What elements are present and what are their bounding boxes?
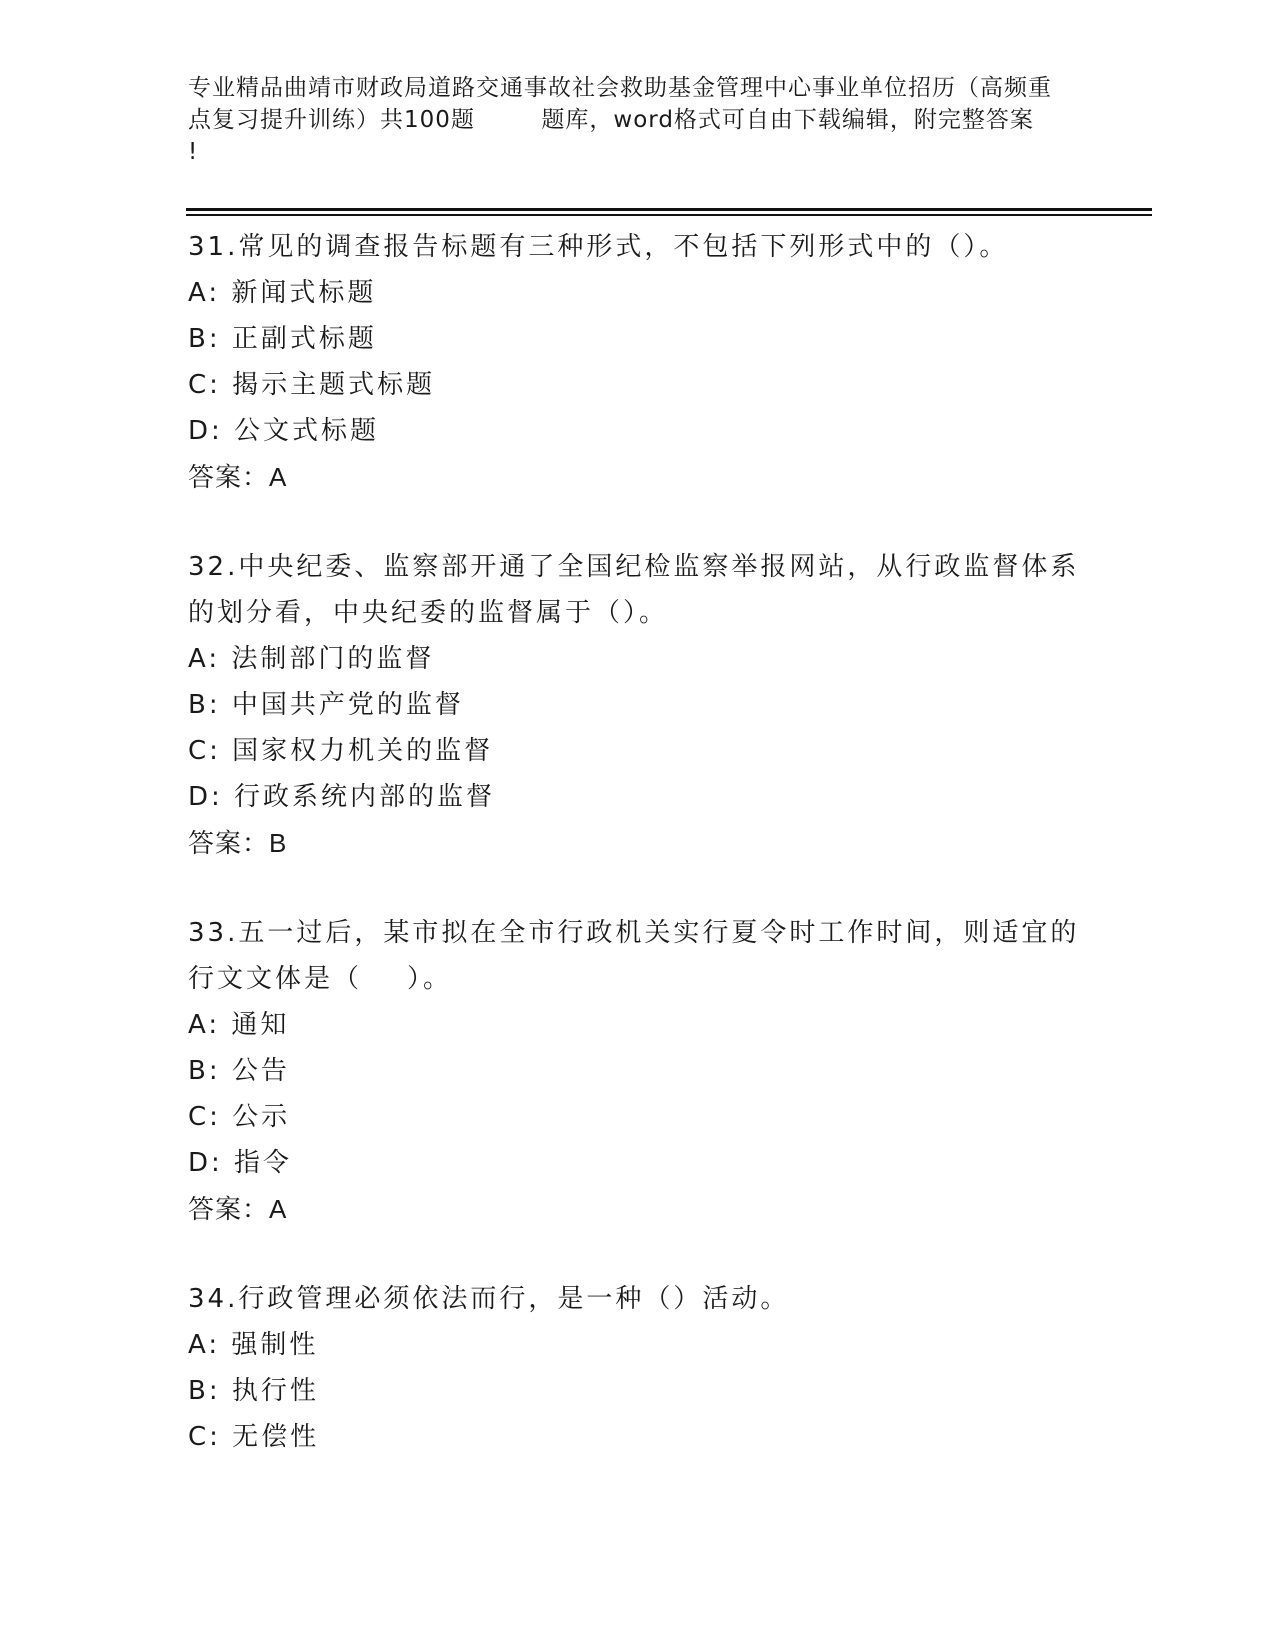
answer: 答案：A (188, 462, 288, 492)
question-list (188, 224, 1148, 1504)
option-c: C: 公示 (188, 1102, 291, 1132)
option-a: A: 法制部门的监督 (188, 644, 435, 674)
question-34 (188, 1276, 1148, 1460)
question-31 (188, 224, 1148, 500)
question-stem: 32.中央纪委、监察部开通了全国纪检监察举报网站，从行政监督体系 (188, 552, 1080, 582)
answer: 答案：B (188, 828, 288, 858)
option-d: D: 公文式标题 (188, 416, 380, 446)
question-stem: 的划分看，中央纪委的监督属于（）。 (188, 598, 669, 628)
option-b: B: 中国共产党的监督 (188, 690, 464, 720)
question-stem: 33.五一过后，某市拟在全市行政机关实行夏令时工作时间，则适宜的 (188, 918, 1080, 948)
option-a: A: 新闻式标题 (188, 278, 377, 308)
header-line: 点复习提升训练）共100题 题库，word格式可自由下载编辑，附完整答案 (188, 107, 1034, 133)
question-stem: 34.行政管理必须依法而行，是一种（）活动。 (188, 1284, 790, 1314)
option-d: D: 指令 (188, 1148, 293, 1178)
header-divider-thin (186, 214, 1152, 216)
header-line: 专业精品曲靖市财政局道路交通事故社会救助基金管理中心事业单位招历（高频重 (188, 75, 1052, 101)
option-d: D: 行政系统内部的监督 (188, 782, 496, 812)
option-b: B: 正副式标题 (188, 324, 377, 354)
question-stem: 行文文体是（ ）。 (188, 964, 453, 994)
option-b: B: 公告 (188, 1056, 290, 1086)
option-a: A: 强制性 (188, 1330, 319, 1360)
option-b: B: 执行性 (188, 1376, 319, 1406)
header-line: ! (188, 139, 199, 165)
question-stem: 31.常见的调查报告标题有三种形式，不包括下列形式中的（）。 (188, 232, 1009, 262)
question-33 (188, 910, 1148, 1232)
option-c: C: 揭示主题式标题 (188, 370, 436, 400)
question-32 (188, 544, 1148, 866)
option-c: C: 无偿性 (188, 1422, 320, 1452)
option-c: C: 国家权力机关的监督 (188, 736, 494, 766)
option-a: A: 通知 (188, 1010, 290, 1040)
document-header (188, 72, 1088, 168)
answer: 答案：A (188, 1194, 288, 1224)
header-divider-thick (186, 208, 1152, 211)
